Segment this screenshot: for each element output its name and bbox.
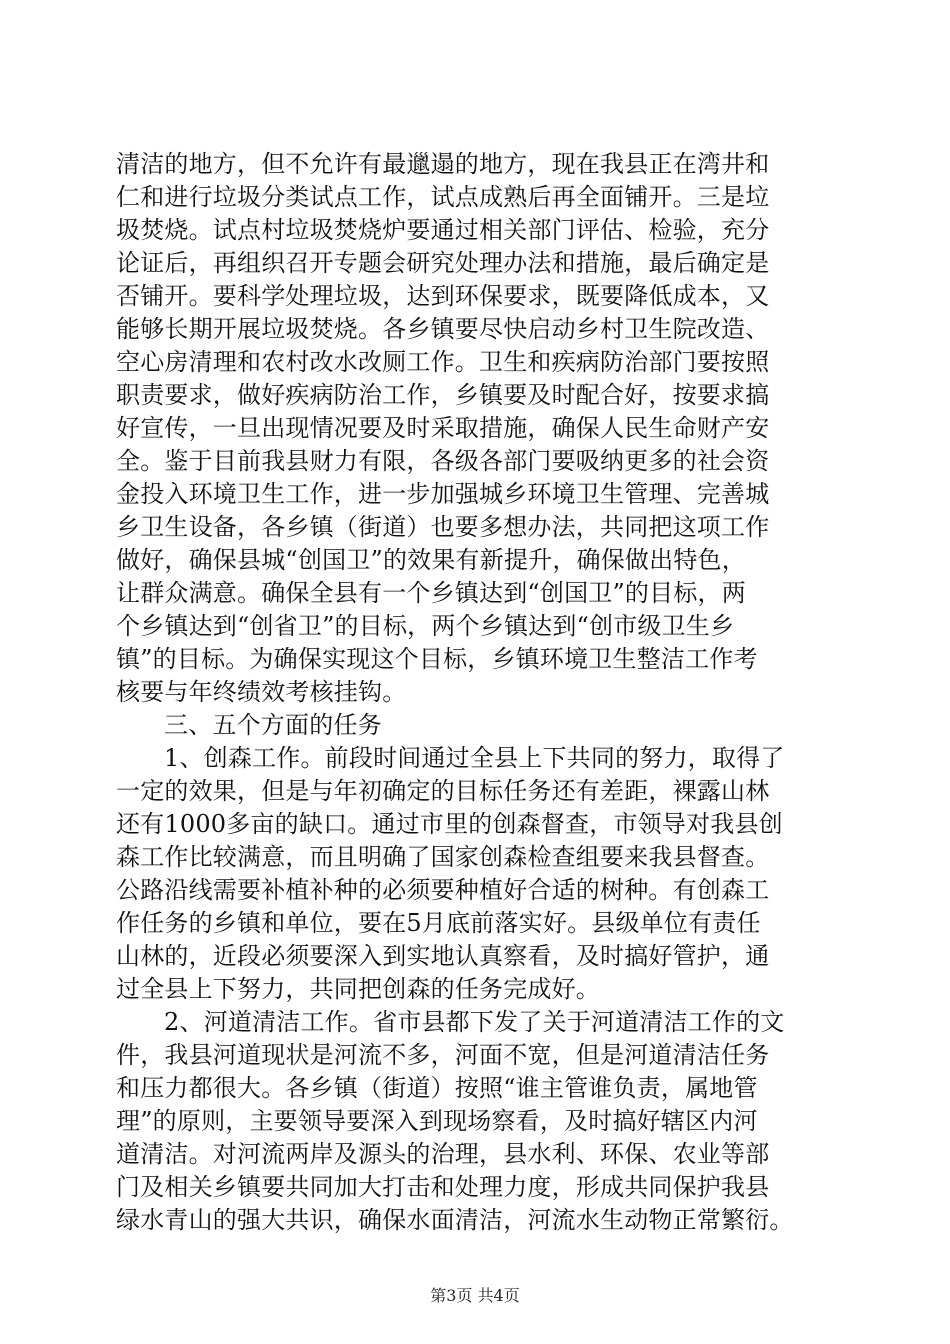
text-line: 金投入环境卫生工作，进一步加强城乡环境卫生管理、完善城	[116, 480, 770, 508]
text-line: 清洁的地方，但不允许有最邋遢的地方，现在我县正在湾井和	[116, 150, 770, 178]
text-line: 一定的效果，但是与年初确定的目标任务还有差距，裸露山林	[116, 777, 770, 805]
text-line: 镇”的目标。为确保实现这个目标，乡镇环境卫生整洁工作考	[116, 645, 758, 673]
text-line: 还有1000多亩的缺口。通过市里的创森督查，市领导对我县创	[116, 810, 783, 838]
text-line: 乡卫生设备，各乡镇（街道）也要多想办法，共同把这项工作	[116, 513, 770, 541]
text-line: 职责要求，做好疾病防治工作，乡镇要及时配合好，按要求搞	[116, 381, 770, 409]
text-line: 让群众满意。确保全县有一个乡镇达到“创国卫”的目标，两	[116, 579, 746, 607]
text-line: 过全县上下努力，共同把创森的任务完成好。	[116, 975, 600, 1003]
text-line: 道清洁。对河流两岸及源头的治理，县水利、环保、农业等部	[116, 1140, 770, 1168]
text-line: 否铺开。要科学处理垃圾，达到环保要求，既要降低成本，又	[116, 282, 770, 310]
body-text	[116, 148, 832, 1237]
text-line: 理”的原则，主要领导要深入到现场察看，及时搞好辖区内河	[116, 1107, 758, 1135]
text-line: 论证后，再组织召开专题会研究处理办法和措施，最后确定是	[116, 249, 770, 277]
text-line: 1、创森工作。前段时间通过全县上下共同的努力，取得了	[164, 744, 785, 772]
text-line: 仁和进行垃圾分类试点工作，试点成熟后再全面铺开。三是垃	[116, 183, 770, 211]
text-line: 核要与年终绩效考核挂钩。	[116, 678, 407, 706]
text-line: 山林的，近段必须要深入到实地认真察看，及时搞好管护，通	[116, 942, 770, 970]
text-line: 2、河道清洁工作。省市县都下发了关于河道清洁工作的文	[164, 1008, 785, 1036]
text-line: 能够长期开展垃圾焚烧。各乡镇要尽快启动乡村卫生院改造、	[116, 315, 770, 343]
text-line: 作任务的乡镇和单位，要在5月底前落实好。县级单位有责任	[116, 909, 761, 937]
text-line: 绿水青山的强大共识，确保水面清洁，河流水生动物正常繁衍。	[116, 1206, 794, 1234]
text-line: 森工作比较满意，而且明确了国家创森检查组要来我县督查。	[116, 843, 770, 871]
text-line: 公路沿线需要补植补种的必须要种植好合适的树种。有创森工	[116, 876, 770, 904]
text-line: 件，我县河道现状是河流不多，河面不宽，但是河道清洁任务	[116, 1041, 770, 1069]
text-line: 圾焚烧。试点村垃圾焚烧炉要通过相关部门评估、检验，充分	[116, 216, 770, 244]
text-line: 空心房清理和农村改水改厕工作。卫生和疾病防治部门要按照	[116, 348, 770, 376]
text-line: 全。鉴于目前我县财力有限，各级各部门要吸纳更多的社会资	[116, 447, 770, 475]
text-line: 门及相关乡镇要共同加大打击和处理力度，形成共同保护我县	[116, 1173, 770, 1201]
text-line: 个乡镇达到“创省卫”的目标，两个乡镇达到“创市级卫生乡	[116, 612, 735, 640]
section-heading: 三、五个方面的任务	[164, 711, 382, 739]
text-line: 好宣传，一旦出现情况要及时采取措施，确保人民生命财产安	[116, 414, 770, 442]
page-footer: 第3页 共4页	[430, 1286, 520, 1305]
text-line: 做好，确保县城“创国卫”的效果有新提升，确保做出特色，	[116, 546, 746, 574]
text-line: 和压力都很大。各乡镇（街道）按照“谁主管谁负责，属地管	[116, 1074, 758, 1102]
